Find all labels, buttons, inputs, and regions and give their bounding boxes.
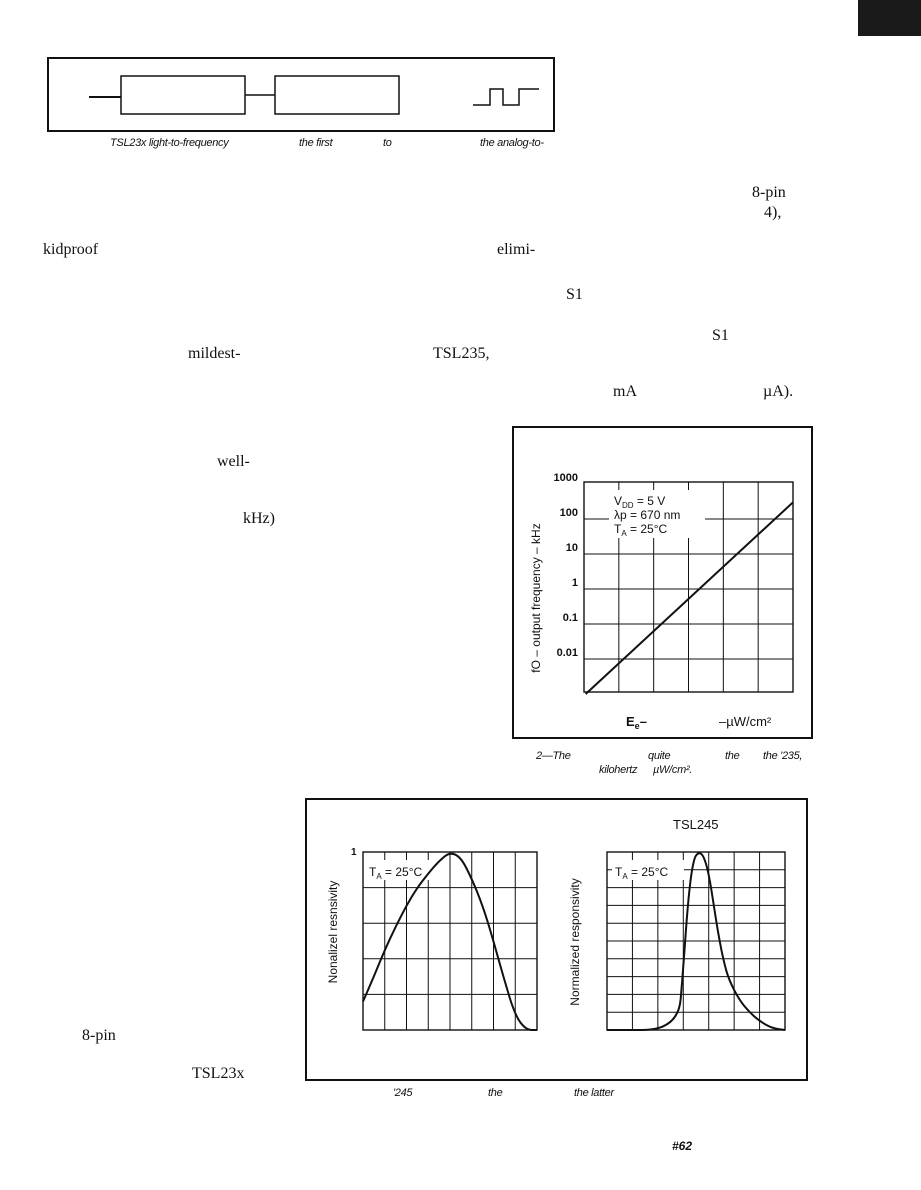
figure-3-chart-frame — [305, 798, 808, 1081]
y-tick-labels — [554, 472, 578, 659]
figure-1-block-diagram — [47, 57, 555, 132]
x-axis-label: $E_e-$ — [626, 714, 647, 731]
figure-2-caption-a: 2—The — [536, 750, 571, 762]
left-temperature-annotation: $T_A = 25^\circ C$ — [369, 865, 423, 881]
text-fragment: TSL235, — [433, 345, 490, 362]
figure-2-caption-b: quite — [648, 750, 671, 762]
text-fragment: mA — [613, 383, 637, 400]
text-fragment: S1 — [566, 286, 583, 303]
left-y-axis-label: Nonalizel resnsivity — [326, 880, 340, 984]
figure-1-caption-b: the first — [299, 137, 333, 149]
text-fragment: elimi- — [497, 241, 536, 258]
figure-2-caption-e: kilohertz — [599, 764, 638, 776]
right-y-axis-label: Normalized responsivity — [568, 878, 582, 1006]
text-fragment: well- — [217, 453, 250, 470]
temperature-annotation: $T_A = 25^\circ C$ — [614, 522, 668, 538]
y-tick-label: 0.01 — [556, 647, 578, 659]
figure-2-caption-f: µW/cm². — [653, 764, 693, 776]
figure-1-caption-a: TSL23x light-to-frequency — [110, 137, 229, 149]
frequency-chart — [514, 428, 811, 737]
text-fragment: mildest- — [188, 345, 241, 362]
block-diagram-svg — [49, 59, 553, 130]
text-fragment: 4), — [764, 204, 782, 221]
square-wave-output — [473, 89, 539, 105]
figure-2-chart-frame — [512, 426, 813, 739]
figure-3-caption-b: the — [488, 1087, 503, 1099]
text-fragment: kidproof — [43, 241, 99, 258]
text-fragment: S1 — [712, 327, 729, 344]
text-fragment: kHz) — [243, 510, 275, 527]
y-tick-label: 100 — [559, 507, 578, 519]
page-number: #62 — [672, 1139, 693, 1153]
y-tick-label: 1 — [571, 577, 578, 589]
chart-header-tsl245: TSL245 — [673, 817, 719, 832]
vdd-annotation: $V_{DD} = 5$ V — [614, 494, 666, 510]
x-axis-unit: –µW/cm² — [719, 714, 772, 729]
text-fragment: µA). — [763, 383, 794, 400]
photodiode-block — [121, 76, 245, 114]
figure-1-caption-c: to — [383, 137, 392, 149]
y-axis-label: fO – output frequency – kHz — [529, 523, 543, 673]
wavelength-annotation: λp = 670 nm — [614, 508, 681, 522]
text-fragment: 8-pin — [82, 1027, 116, 1044]
figure-3-caption-a: '245 — [393, 1087, 413, 1099]
y-tick-label: 10 — [565, 542, 578, 554]
y-tick-label: 0.1 — [562, 612, 578, 624]
figure-3-caption-c: the latter — [574, 1087, 614, 1099]
responsivity-charts — [307, 800, 806, 1079]
right-temperature-annotation: $T_A = 25^\circ C$ — [615, 865, 669, 881]
text-fragment: TSL23x — [192, 1065, 245, 1082]
corner-mark — [858, 0, 921, 36]
figure-2-caption-d: the '235, — [763, 750, 803, 762]
figure-1-caption-d: the analog-to- — [480, 137, 544, 149]
left-y-tick: 1 — [351, 847, 357, 858]
text-fragment: 8-pin — [752, 184, 786, 201]
figure-2-caption-c: the — [725, 750, 740, 762]
converter-block — [275, 76, 399, 114]
y-tick-label: 1000 — [553, 472, 578, 484]
